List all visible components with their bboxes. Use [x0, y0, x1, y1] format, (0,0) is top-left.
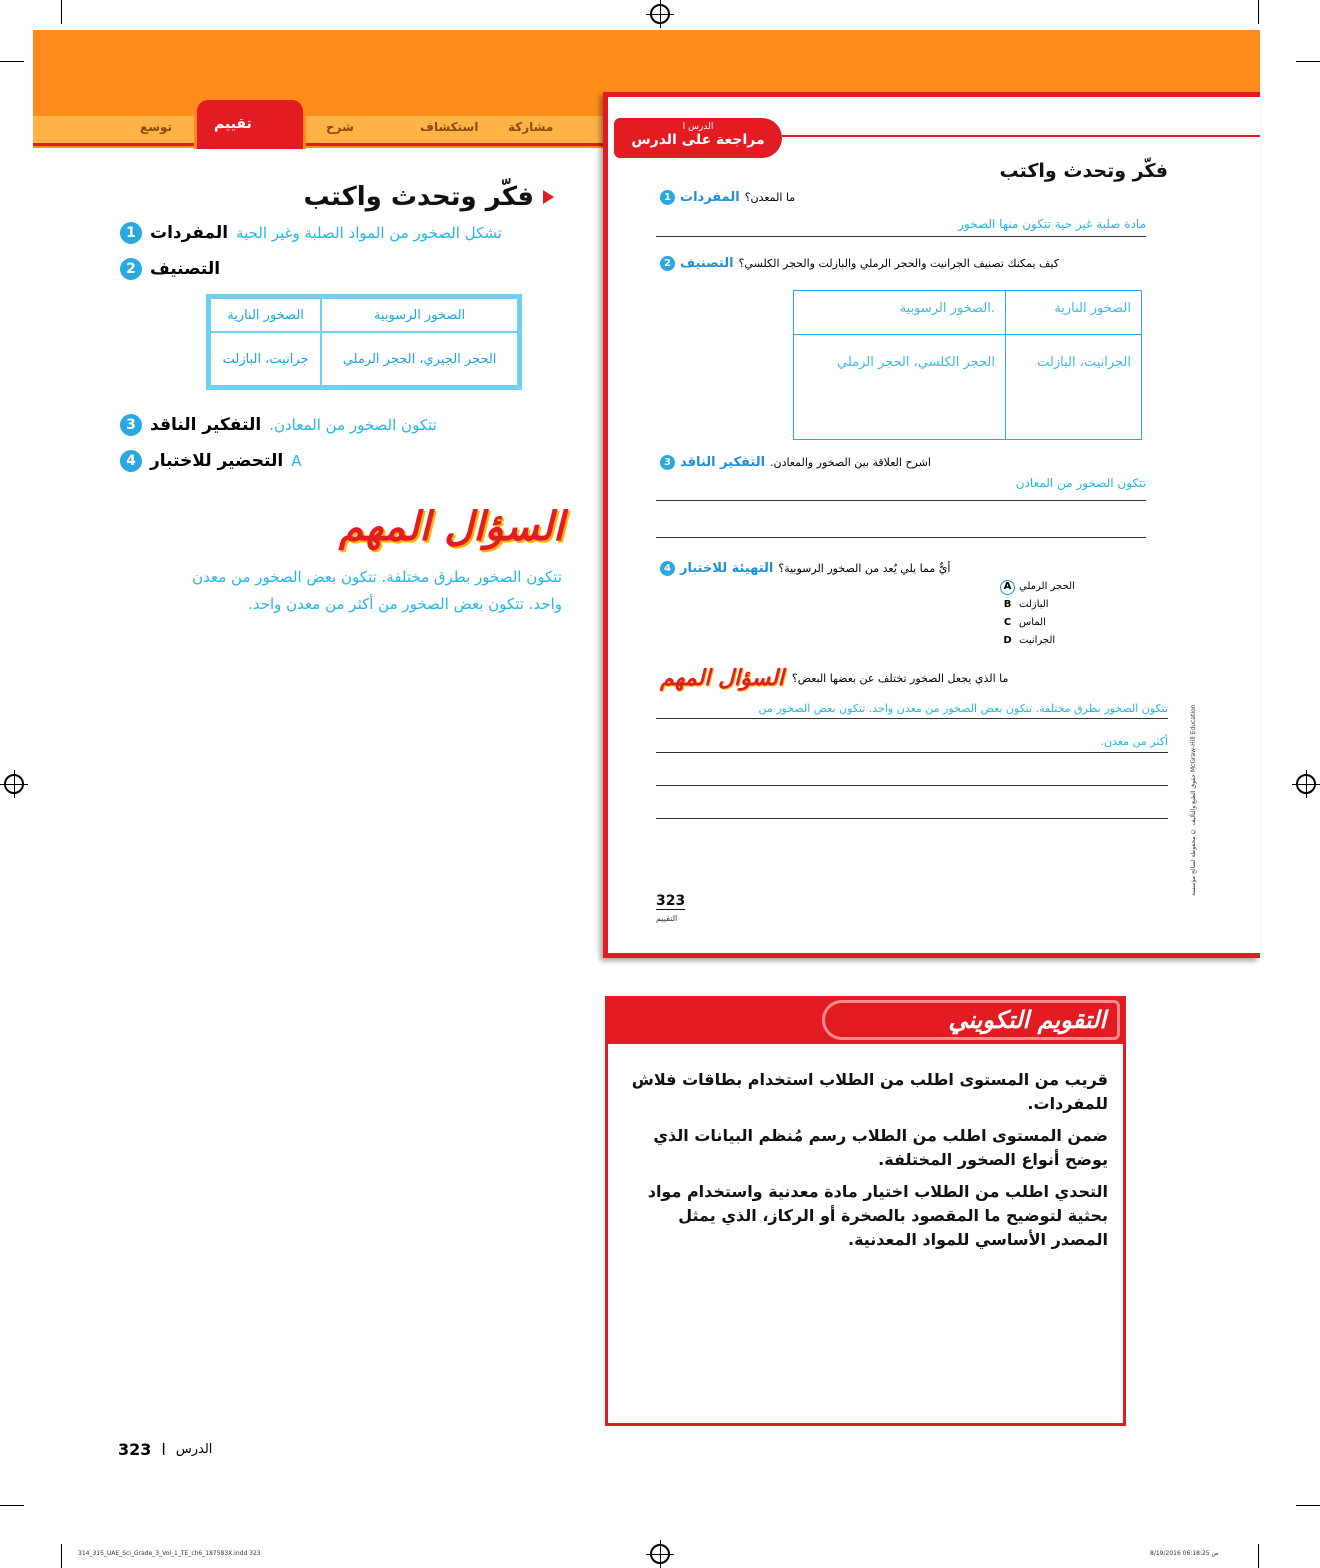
number-badge-1: 1 — [120, 222, 142, 244]
answer-line — [656, 785, 1168, 786]
tab-engage[interactable]: مشاركة — [508, 120, 554, 134]
option-a[interactable] — [1000, 578, 1148, 596]
option-a-text: الحجر الرملي — [1019, 581, 1075, 592]
panel-q2-text: كيف يمكنك تصنيف الجرانيت والحجر الرملي والبازلت والحجر الكلسي؟ — [738, 257, 1059, 270]
left-footer — [118, 1440, 212, 1459]
panel-number-badge-3: 3 — [660, 455, 675, 470]
panel-table-cell-igneous: الجرانيت، البازلت — [1005, 335, 1141, 440]
option-c-letter: C — [1003, 617, 1012, 628]
panel-essential — [660, 666, 1168, 691]
panel-essential-answer-1: تتكون الصخور بطرق مختلفة. تتكون بعض الصخور من معدن واحد. تتكون بعض الصخور من — [758, 702, 1168, 715]
left-q1 — [120, 222, 562, 244]
panel-page-label: التقييم — [656, 914, 678, 923]
registration-mark-icon — [650, 1544, 670, 1564]
number-badge-4: 4 — [120, 450, 142, 472]
answer-line — [656, 537, 1146, 538]
option-b[interactable] — [1000, 596, 1148, 614]
left-q2-label: التصنيف — [150, 259, 221, 279]
panel-table-header-sedimentary: الصخور الرسوبية. — [794, 291, 1006, 335]
crop-mark — [1258, 1544, 1259, 1568]
option-b-text: البازلت — [1019, 599, 1049, 610]
left-essential-line-1: تتكون الصخور بطرق مختلفة. تتكون بعض الصخور من معدن — [192, 568, 562, 586]
left-q3-label: التفكير الناقد — [150, 415, 262, 435]
lesson-review-badge — [614, 118, 782, 158]
answer-line — [656, 500, 1146, 501]
panel-q4-options — [1000, 578, 1148, 650]
crop-mark — [61, 1544, 62, 1568]
crop-mark — [1258, 0, 1259, 24]
panel-heading: فكّر وتحدث واكتب — [999, 160, 1168, 182]
panel-essential-title: السؤال المهم — [660, 666, 784, 691]
tab-explain[interactable]: شرح — [326, 120, 354, 134]
left-table-cell-igneous: جرانيت، البازلت — [210, 332, 321, 386]
slug-left: 314_315_UAE_Sci_Grade_3_Vol_1_TE_ch6_187583X.indd 323 — [78, 1550, 261, 1557]
left-table-header-sedimentary: الصخور الرسوبية — [321, 298, 518, 332]
panel-copyright: حقوق الطبع والتأليف © محفوظة لصالح مؤسسة McGraw-Hill Education — [1190, 704, 1197, 896]
left-table — [206, 294, 522, 390]
tab-expand[interactable]: توسع — [140, 120, 173, 134]
number-badge-3: 3 — [120, 414, 142, 436]
crop-mark — [0, 1505, 24, 1506]
formative-on-level: ضمن المستوى اطلب من الطلاب رسم مُنظم البيانات الذي يوضح أنواع الصخور المختلفة. — [653, 1126, 1108, 1169]
lesson-review-badge-main: مراجعة على الدرس — [631, 132, 765, 148]
left-q4-label: التحضير للاختبار — [150, 451, 284, 471]
answer-line — [656, 818, 1168, 819]
tab-assess-label: تقييم — [214, 116, 252, 132]
left-table-header-igneous: الصخور النارية — [210, 298, 321, 332]
left-essential-line-2: واحد. تتكون بعض الصخور من أكثر من معدن واحد. — [248, 595, 562, 613]
panel-q1 — [660, 190, 1166, 205]
left-essential-answer — [110, 564, 562, 618]
badge-rule — [782, 135, 1260, 137]
number-badge-2: 2 — [120, 258, 142, 280]
option-c[interactable] — [1000, 614, 1148, 632]
formative-approaching: قريب من المستوى اطلب من الطلاب استخدام بطاقات فلاش للمفردات. — [631, 1070, 1108, 1113]
panel-q2 — [660, 256, 1166, 271]
panel-q3-text: اشرح العلاقة بين الصخور والمعادن. — [770, 456, 931, 469]
left-footer-separator: ا — [161, 1440, 166, 1459]
formative-title: التقويم التكويني — [948, 1006, 1106, 1034]
option-d[interactable] — [1000, 632, 1148, 650]
answer-line — [656, 236, 1146, 237]
panel-essential-answer-2: أكثر من معدن. — [1100, 735, 1168, 748]
crop-mark — [1296, 1505, 1320, 1506]
left-q4 — [120, 450, 562, 472]
registration-mark-icon — [1296, 774, 1316, 794]
panel-q4-text: أيٌّ مما يلي يُعد من الصخور الرسوبية؟ — [778, 562, 951, 575]
panel-table — [793, 290, 1142, 440]
answer-line — [656, 752, 1168, 753]
crop-mark — [0, 61, 24, 62]
slug-right: 8/19/2016 06:18:25 ص — [1150, 1550, 1219, 1557]
panel-essential-text: ما الذي يجعل الصخور تختلف عن بعضها البعض؟ — [791, 672, 1009, 685]
left-table-cell-sedimentary: الحجر الجيري، الحجر الرملي — [321, 332, 518, 386]
option-c-text: الماس — [1019, 617, 1046, 628]
answer-line — [656, 718, 1168, 719]
panel-q1-text: ما المعدن؟ — [744, 191, 796, 204]
panel-q4-label: التهيئة للاختبار — [680, 561, 774, 576]
left-q3-answer: تتكون الصخور من المعادن. — [269, 416, 437, 434]
option-d-letter: D — [1003, 635, 1012, 646]
panel-q4 — [660, 561, 1166, 576]
registration-mark-icon — [4, 774, 24, 794]
option-b-letter: B — [1003, 599, 1012, 610]
panel-q3 — [660, 455, 1166, 470]
panel-number-badge-2: 2 — [660, 256, 675, 271]
left-q3 — [120, 414, 562, 436]
panel-table-header-igneous: الصخور النارية — [1005, 291, 1141, 335]
left-q2 — [120, 258, 562, 280]
panel-number-badge-4: 4 — [660, 561, 675, 576]
left-q4-answer: A — [291, 452, 302, 470]
arrow-icon — [543, 190, 554, 204]
left-essential-title: السؤال المهم — [338, 504, 564, 550]
panel-q2-label: التصنيف — [680, 256, 734, 271]
crop-mark — [1296, 61, 1320, 62]
lesson-review-badge-small: الدرس ا — [682, 122, 714, 132]
crop-mark — [61, 0, 62, 24]
panel-q1-label: المفردات — [680, 190, 740, 205]
option-a-letter: A — [1000, 580, 1015, 595]
registration-mark-icon — [650, 4, 670, 24]
tab-explore[interactable]: استكشاف — [420, 120, 479, 134]
panel-q3-label: التفكير الناقد — [680, 455, 766, 470]
left-q1-answer: تشكل الصخور من المواد الصلبة وغير الحية — [236, 224, 502, 242]
left-heading: فكّر وتحدث واكتب — [303, 182, 534, 212]
panel-table-cell-sedimentary: الحجر الكلسي، الحجر الرملي — [794, 335, 1006, 440]
option-d-text: الجرانيت — [1019, 635, 1056, 646]
formative-challenge: التحدي اطلب من الطلاب اختيار مادة معدنية واستخدام مواد بحثية لتوضيح ما المقصود بالصخرة أو الركاز، الذي يمثل المصدر الأساسي للمواد المعدنية. — [647, 1182, 1108, 1249]
panel-number-badge-1: 1 — [660, 190, 675, 205]
formative-body — [630, 1068, 1108, 1252]
panel-q1-answer: مادة صلبة غير حية تتكون منها الصخور — [958, 217, 1146, 231]
panel-page-number: 323 — [656, 893, 686, 909]
left-footer-page-number: 323 — [118, 1440, 152, 1459]
left-q1-label: المفردات — [150, 223, 229, 243]
left-footer-label: الدرس — [175, 1442, 213, 1457]
panel-q3-answer: تتكون الصخور من المعادن — [1015, 476, 1146, 490]
